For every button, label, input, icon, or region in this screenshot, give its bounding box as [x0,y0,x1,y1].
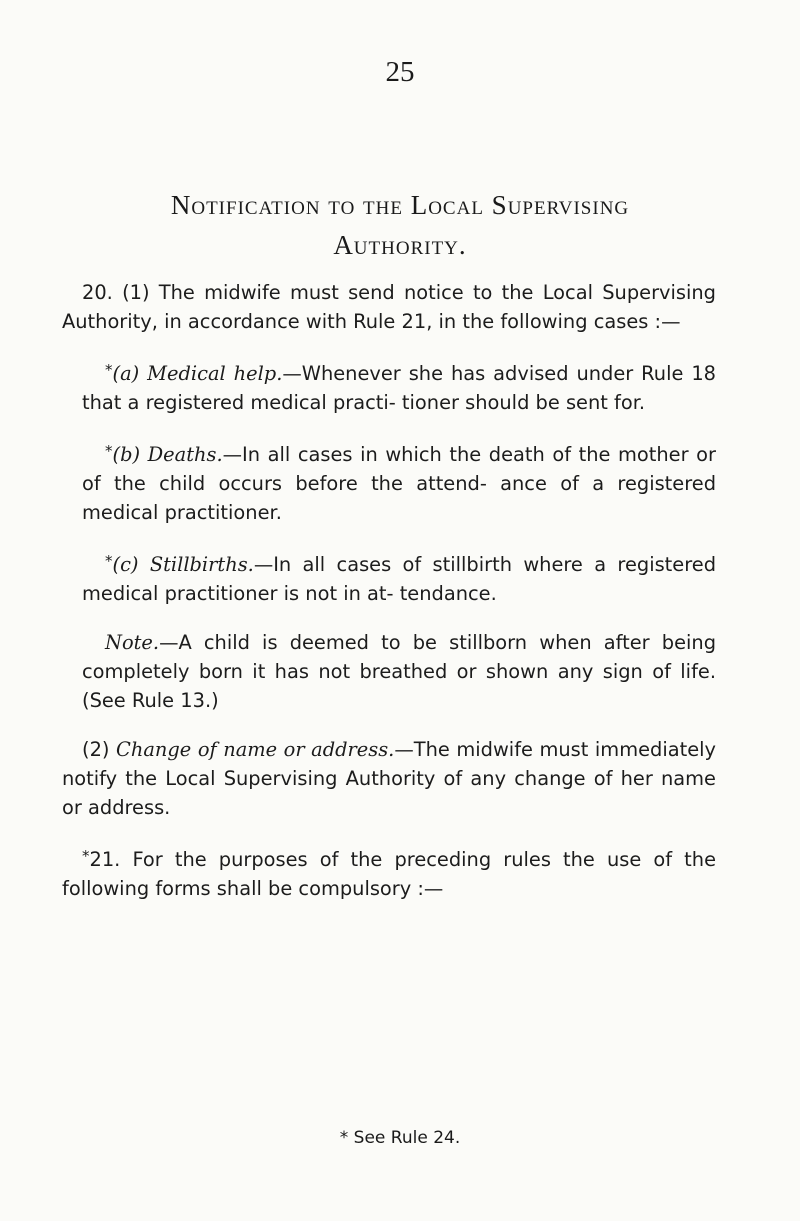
rule-20-2 [62,735,716,822]
item-2-title: Change of name or address. [116,738,395,761]
rule-21 [62,842,716,903]
rule-20-a [62,356,716,417]
asterisk-21: * [82,847,90,865]
rule-20-intro: 20. (1) The midwife must send notice to the Local Supervising Authority, in accordance with Rule 21, in the following cases :— [62,281,716,333]
section-heading [0,185,800,265]
item-2-label: (2) [82,738,110,761]
item-b-text: —In all cases in which the death of the mother or of the child occurs before the attend- ance of a registered medical practitioner. [82,443,716,524]
rule-20-c [62,547,716,608]
item-c-title: Stillbirths. [149,553,254,576]
note-title: Note. [105,631,160,654]
body-text [62,278,716,903]
rule-21-text: 21. For the purposes of the preceding rules the use of the following forms shall be compulsory :— [62,848,716,900]
item-b-label: (b) [112,443,141,466]
heading-line-2: Authority. [333,230,467,260]
rule-20-b [62,437,716,527]
footnote: * See Rule 24. [339,1128,461,1148]
asterisk-b: * [105,442,113,460]
item-c-text: —In all cases of stillbirth where a registered medical practitioner is not in at- tendance. [82,553,716,605]
rule-20-note [62,628,716,715]
page-number: 25 [385,56,415,88]
asterisk-c: * [105,552,113,570]
item-a-title: Medical help. [147,362,283,385]
asterisk-a: * [105,361,113,379]
heading-line-1: Notification to the Local Supervising [170,190,630,220]
item-a-text: —Whenever she has advised under Rule 18 that a registered medical practi- tioner should be sent for. [82,362,716,414]
item-a-label: (a) [112,362,140,385]
item-b-title: Deaths. [147,443,223,466]
note-text: —A child is deemed to be stillborn when after being completely born it has not breathed or shown any sign of life. (See Rule 13.) [82,631,716,712]
item-2-text: —The midwife must immediately notify the Local Supervising Authority of any change of her name or address. [62,738,716,819]
item-c-label: (c) [112,553,139,576]
